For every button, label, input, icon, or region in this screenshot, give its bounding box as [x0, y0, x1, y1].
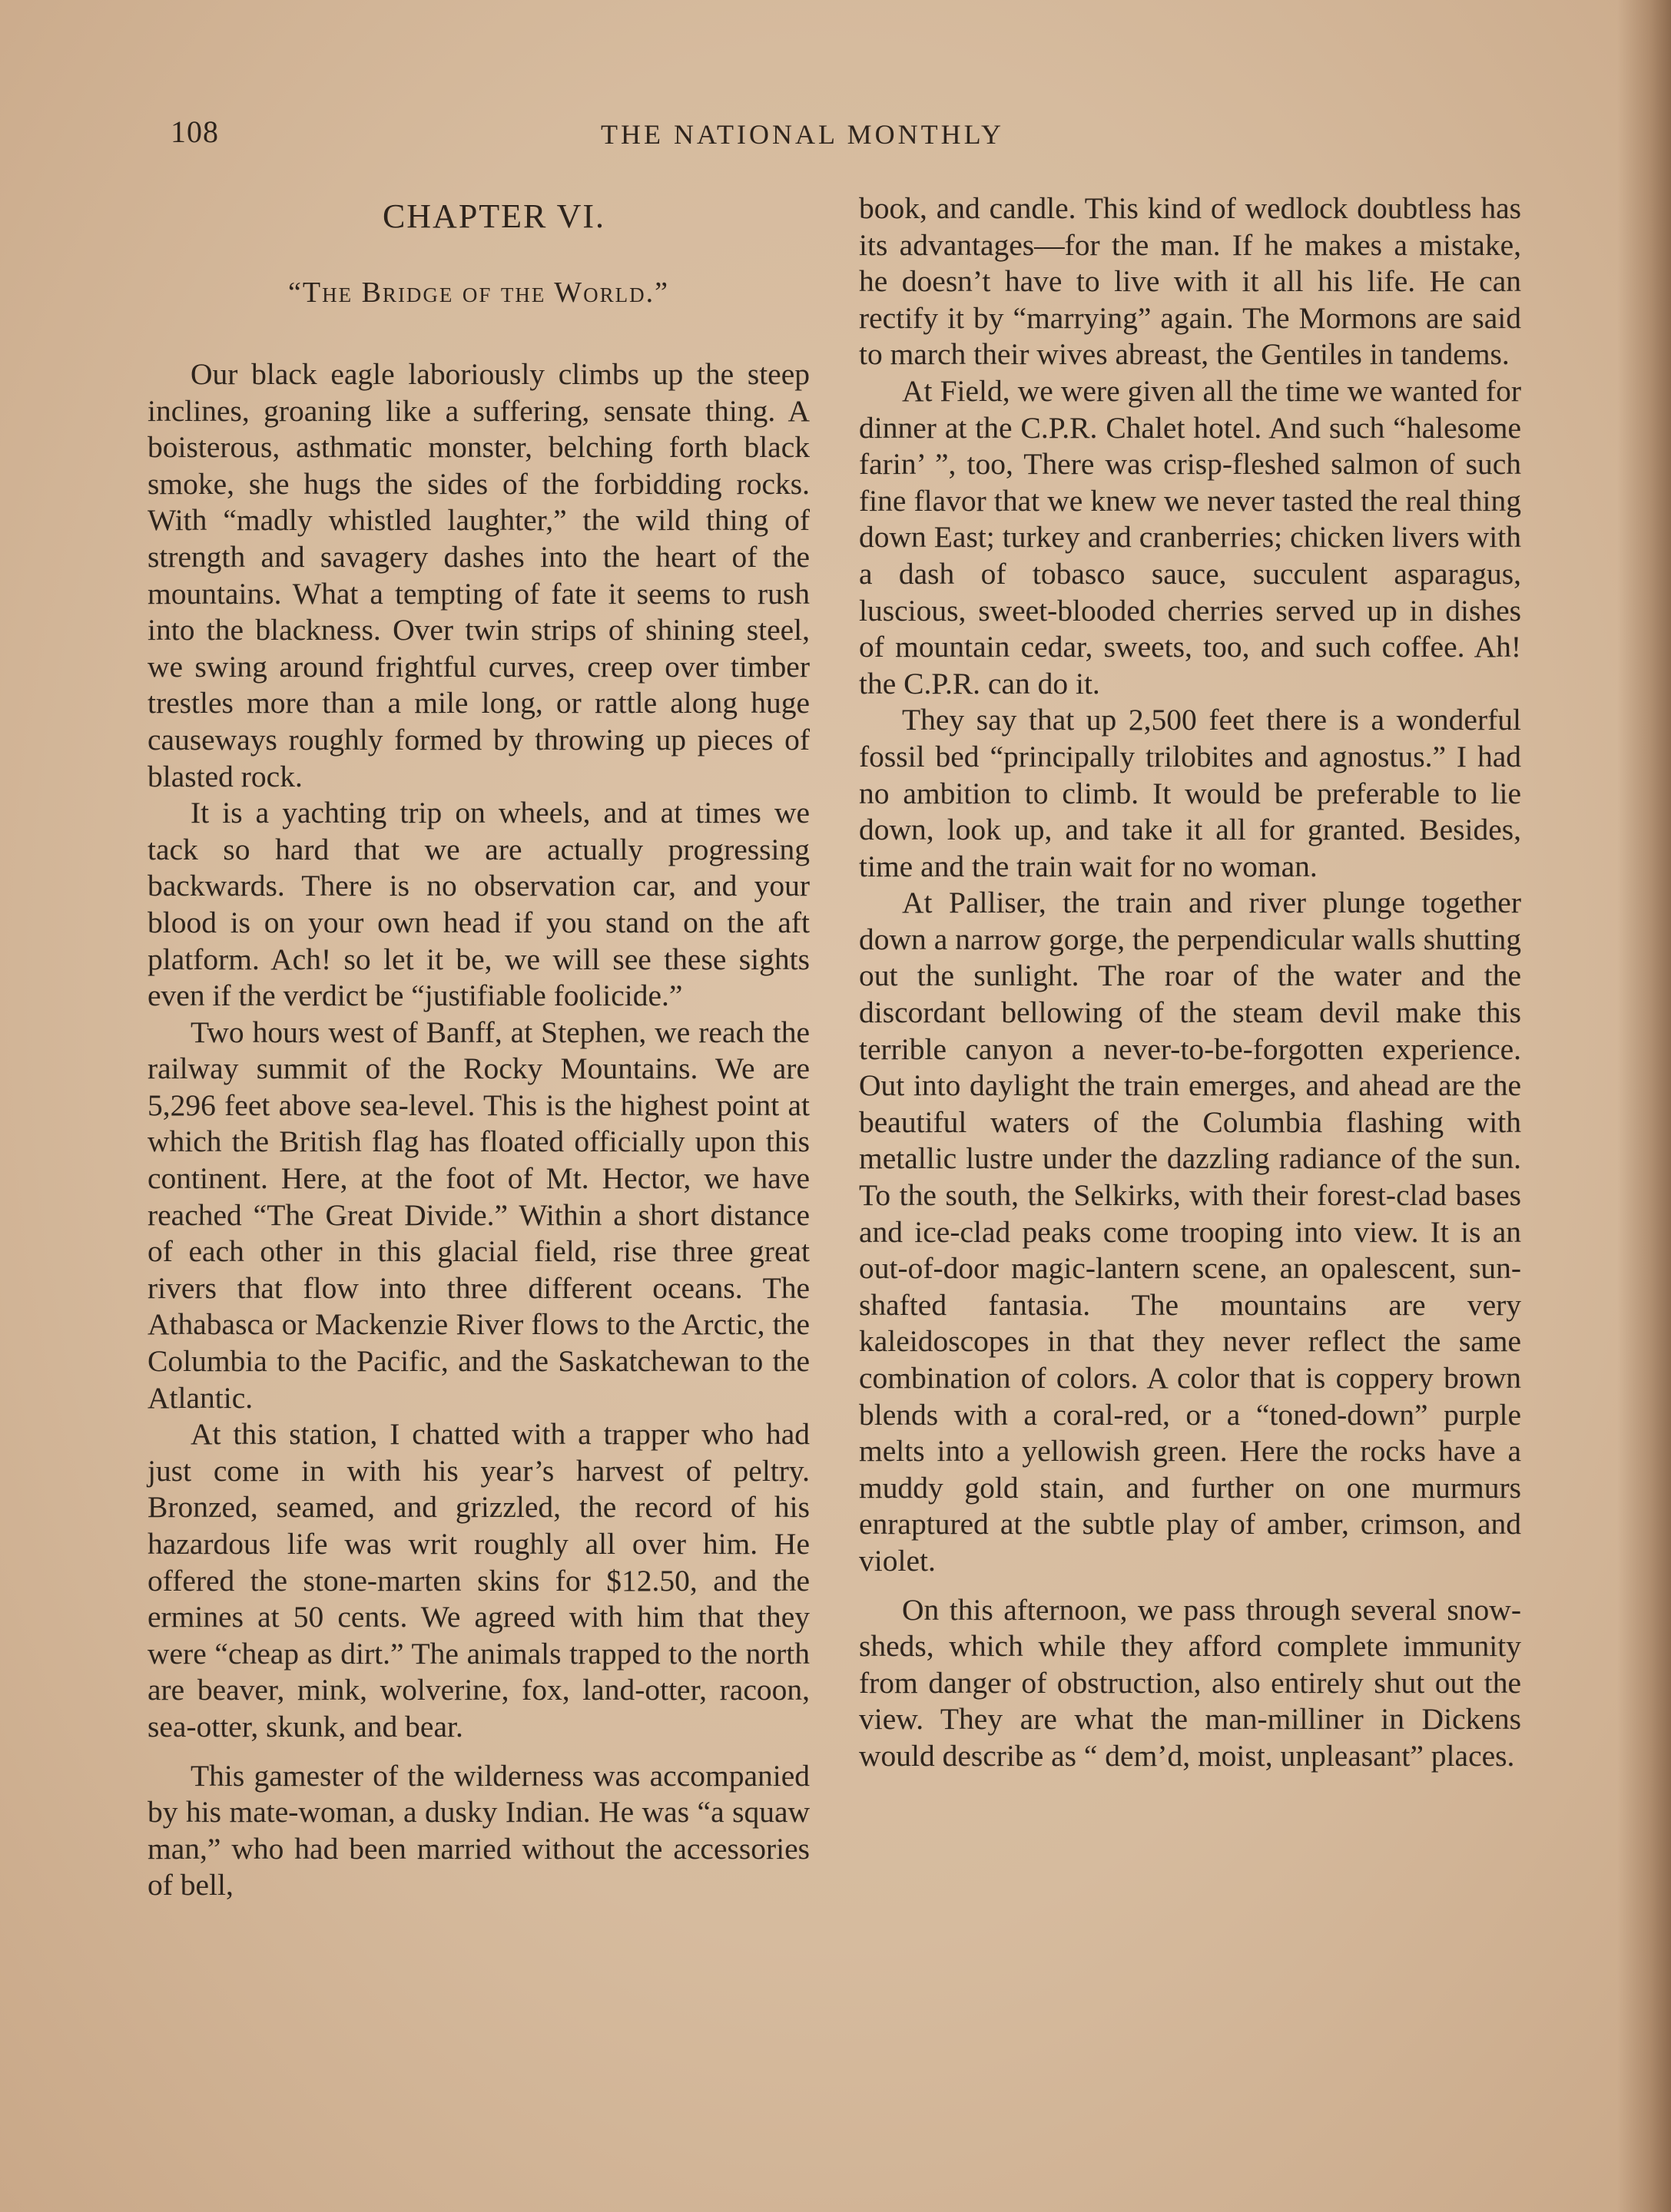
paragraph: Two hours west of Banff, at Stephen, we reach the railway summit of the Rocky Mountains. We are 5,296 feet above sea-level. This is the highest point at which the British flag has floated officially upon this continent. Here, at the foot of Mt. Hector, we have reached “The Great Divide.” Within a short distance of each other in this glacial field, rise three great rivers that flow into three different oceans. The Athabasca or Mackenzie River flows to the Arctic, the Columbia to the Pacific, and the Saskatchewan to the Atlantic. [148, 1015, 810, 1415]
paragraph: At this station, I chatted with a trapper who had just come in with his year’s harvest of peltry. Bronzed, seamed, and grizzled, the record of his hazardous life was writ roughly all over him. He offered the stone-marten skins for $12.50, and the ermines at 50 cents. We agreed with him that they were “cheap as dirt.” The animals trapped to the north are beaver, mink, wolverine, fox, land-otter, racoon, sea-otter, skunk, and bear. [148, 1417, 810, 1743]
right-column [859, 190, 1521, 1775]
left-column [148, 190, 810, 1904]
running-head [171, 114, 1523, 160]
paragraph: At Field, we were given all the time we wanted for dinner at the C.P.R. Chalet hotel. And such “halesome farin’ ”, too, There was crisp-fleshed salmon of such fine flavor that we knew we never tasted the real thing down East; turkey and cranberries; chicken livers with a dash of tobasco sauce, succulent asparagus, luscious, sweet-blooded cherries served up in dishes of mountain cedar, sweets, too, and such coffee. Ah! the C.P.R. can do it. [859, 373, 1521, 700]
page-number: 108 [171, 114, 219, 149]
page-edge-shadow [1617, 0, 1671, 2212]
chapter-subtitle [148, 273, 810, 312]
paragraph: On this afternoon, we pass through several snow-sheds, which while they afford complete immunity from danger of obstruction, also entirely shut out the view. They are what the man-milliner in Dickens would describe as “ dem’d, moist, unpleasant” places. [859, 1592, 1521, 1773]
paragraph: They say that up 2,500 feet there is a wonderful fossil bed “principally trilobites and agnostus.” I had no ambition to climb. It would be preferable to lie down, look up, and take it all for granted. Besides, time and the train wait for no woman. [859, 703, 1521, 883]
paragraph: It is a yachting trip on wheels, and at times we tack so hard that we are actually progressing backwards. There is no observation car, and your blood is on your own head if you stand on the aft platform. Ach! so let it be, we will see these sights even if the verdict be “justifiable foolicide.” [148, 796, 810, 1013]
journal-title: THE NATIONAL MONTHLY [601, 119, 1004, 150]
paragraph: This gamester of the wilderness was accompanied by his mate-woman, a dusky Indian. He was “a squaw man,” who had been married without the accessories of bell, [148, 1758, 810, 1902]
paragraph: At Palliser, the train and river plunge together down a narrow gorge, the perpendicular walls shutting out the sunlight. The roar of the water and the discordant bellowing of the steam devil make this terrible canyon a never-to-be-forgotten experience. Out into daylight the train emerges, and ahead are the beautiful waters of the Columbia flashing with metallic lustre under the dazzling radiance of the sun. To the south, the Selkirks, with their forest-clad bases and ice-clad peaks come trooping into view. It is an out-of-door magic-lantern scene, an opalescent, sun-shafted fantasia. The mountains are very kaleidoscopes in that they never reflect the same combination of colors. A color that is coppery brown blends with a coral-red, or a “toned-down” purple melts into a yellowish green. Here the rocks have a muddy gold stain, and further on one murmurs enraptured at the subtle play of amber, crimson, and violet. [859, 886, 1521, 1578]
chapter-title: CHAPTER VI. [382, 197, 606, 235]
paragraph: Our black eagle laboriously climbs up the steep inclines, groaning like a suffering, sensate thing. A boisterous, asthmatic monster, belching forth black smoke, she hugs the sides of the forbidding rocks. With “madly whistled laughter,” the wild thing of strength and savagery dashes into the heart of the mountains. What a tempting of fate it seems to rush into the blackness. Over twin strips of shining steel, we swing around frightful curves, creep over timber trestles more than a mile long, or rattle along huge causeways roughly formed by throwing up pieces of blasted rock. [148, 357, 810, 793]
paragraph-continued: book, and candle. This kind of wedlock doubtless has its advantages—for the man. If he makes a mistake, he doesn’t have to live with it all his life. He can rectify it by “marrying” again. The Mormons are said to march their wives abreast, the Gentiles in tandems. [859, 191, 1521, 372]
chapter-subtitle-text: “The Bridge of the World.” [288, 276, 669, 309]
